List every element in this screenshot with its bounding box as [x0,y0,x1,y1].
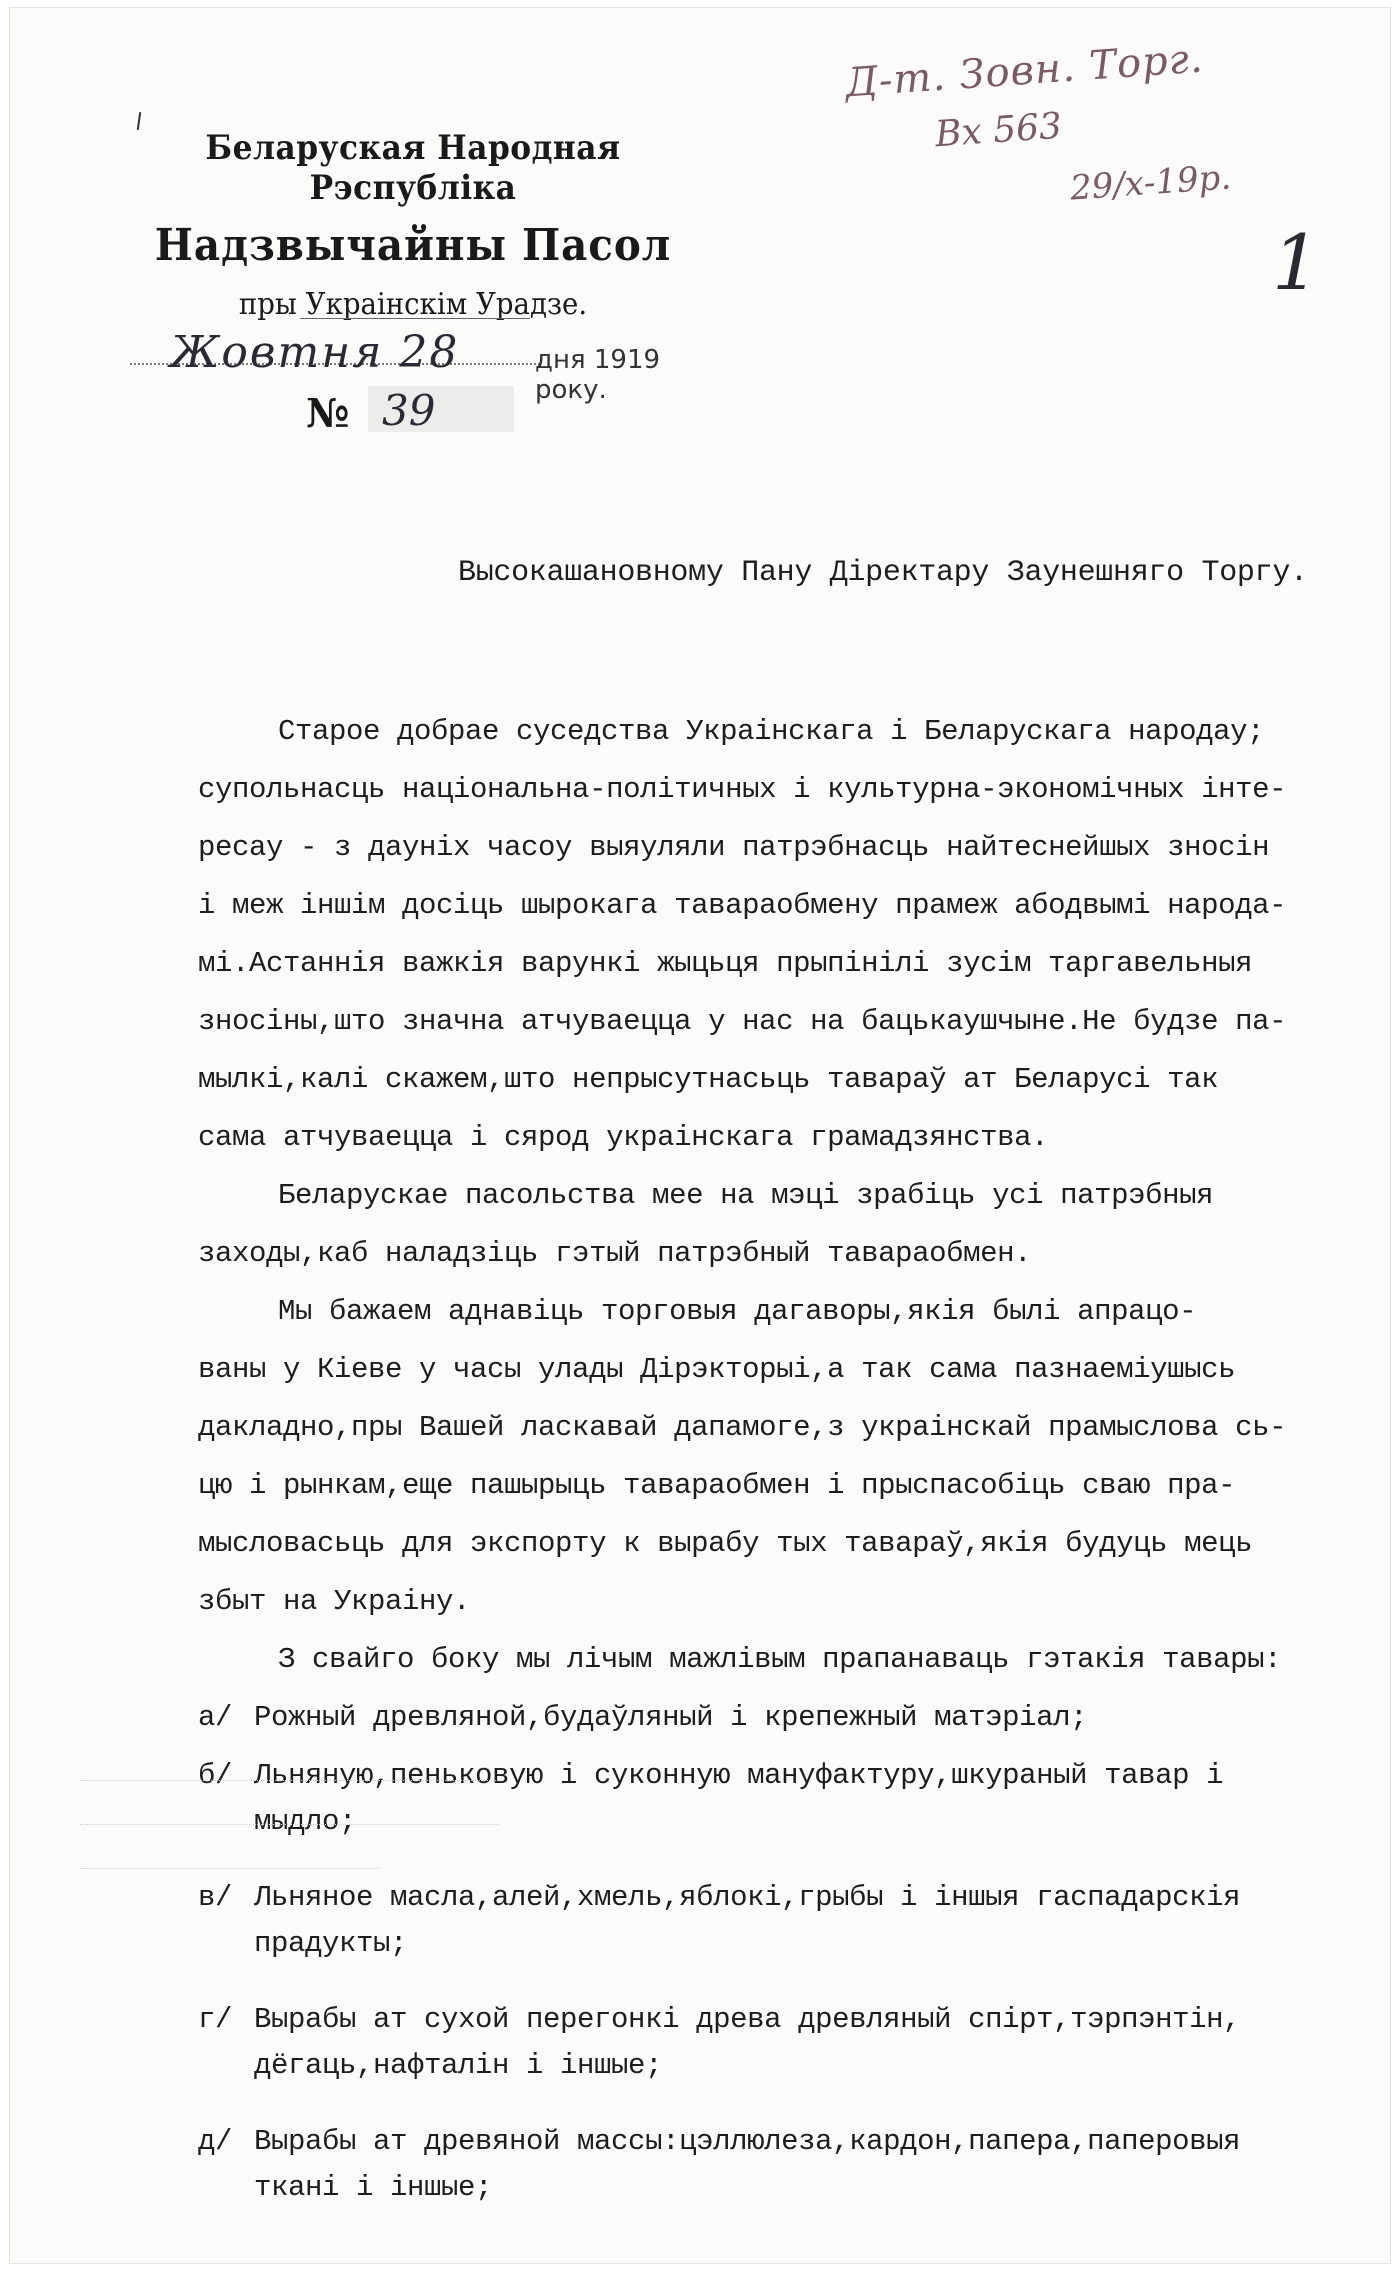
text-line: прадукты; [254,1927,408,1960]
text-line: ткані і іншые; [254,2171,493,2204]
text-line: Старое добрае суседства Украінскага і Беларускага народау; [278,715,1265,748]
letter-body [198,703,1368,2217]
date-handwritten: Жовтня 28 [170,327,460,378]
goods-item-text [254,2113,1368,2217]
goods-item-text [254,1869,1368,1973]
text-line: Льняное масла,алей,хмель,яблокі,грыбы і іншыя гаспадарскія [254,1881,1241,1914]
text-line: заходы,каб наладзіць гэтый патрэбный тавараобмен. [198,1237,1032,1270]
spacer [198,2095,1368,2113]
paragraph-3 [198,1283,1368,1631]
document-number [306,386,436,437]
number-sign: № [306,390,350,437]
annotation-department: Д-т. Зовн. Торг. [843,35,1205,107]
text-line: Рожный древляной,будаўляный і крепежный матэріал; [254,1701,1088,1734]
faint-margin-marks [80,1780,580,1870]
text-line: дёгаць,нафталін і іншые; [254,2049,663,2082]
goods-item-label: в/ [198,1881,233,1914]
leaf-number: 1 [1272,218,1321,307]
goods-item-label: б/ [198,1759,233,1792]
date-line [130,327,700,405]
goods-item-text [254,1991,1368,2095]
document-number-value: 39 [368,386,514,432]
text-line: сама атчуваецца і сярод украінскага грамадзянства. [198,1121,1049,1154]
text-line: дакладно,пры Вашей ласкавай дапамоге,з украінскай прамыслова сь- [198,1411,1287,1444]
paragraph-4: З свайго боку мы лічым мажлівым прапанаваць гэтакія тавары: [278,1643,1282,1676]
text-line: Вырабы ат древяной массы:цэллюлеза,кардон,папера,паперовыя [254,2125,1241,2158]
faint-line [80,1824,500,1825]
addressee-line: Высокашановному Пану Дiректару Заунешняго Торгу. [458,556,1308,590]
annotation-incoming-number: Вх 563 [933,105,1064,156]
letterhead-government: пры Украінскім Урадзе. [238,287,588,322]
text-line: Мы бажаем аднавіць торговыя дагаворы,якія былі апрацо- [278,1295,1197,1328]
goods-item-d [198,2113,1368,2217]
spacer [198,1973,1368,1991]
text-line: Льняную,пеньковую і суконную мануфактуру,шкураный тавар і [254,1759,1224,1792]
text-line: супольнасць національна-політичных і культурна-экономічных інте- [198,773,1287,806]
date-printed: дня 1919 року. [535,345,661,405]
goods-item-text [254,1689,1368,1747]
text-line: цю і рынкам,еще пашырыць тавараобмен і прыспасобіць сваю пра- [198,1469,1236,1502]
faint-line [80,1868,380,1869]
paragraph-1 [198,703,1368,1167]
text-line: мі.Астаннія важкія варункі жыцьця прыпінілі зусім таргавельныя [198,947,1253,980]
text-line: зносіны,што значна атчуваецца у нас на бацькаушчыне.Не будзе па- [198,1005,1287,1038]
text-line: мыдло; [254,1805,357,1838]
text-line: мылкі,калі скажем,што непрысутнасьць тавараў ат Беларусі так [198,1063,1219,1096]
goods-item-v [198,1869,1368,1973]
letterhead-envoy: Надзвычайны Пасол [154,220,672,271]
goods-item-a [198,1689,1368,1747]
goods-list [198,1689,1368,2217]
goods-item-label: г/ [198,2003,233,2036]
text-line: і меж іншім досіць шырокага тавараобмену прамеж абодвымі народа- [198,889,1287,922]
letterhead-republic: Беларуская Народная Рэспубліка [205,128,621,208]
goods-item-g [198,1991,1368,2095]
goods-item-label: д/ [198,2125,233,2158]
faint-line [80,1780,500,1781]
text-line: Вырабы ат сухой перегонкі древа древляный спірт,тэрпэнтін, [254,2003,1241,2036]
text-line: Беларускае пасольства мее на мэці зрабіць усі патрэбныя [278,1179,1214,1212]
text-line: мысловасьць для экспорту к вырабу тых тавараў,якія будуць мець [198,1527,1253,1560]
registry-annotation [843,35,1275,248]
annotation-date: 29/х-19р. [1068,157,1233,209]
letterhead-rule [300,318,530,319]
text-line: збыт на Украіну. [198,1585,471,1618]
text-line: ваны у Кіеве у часы улады Дірэкторыі,а так сама пазнаеміушысь [198,1353,1236,1386]
text-line: ресау - з дауніх часоу выяуляли патрэбнасць найтеснейшых зносін [198,831,1270,864]
document-page [10,8,1390,2263]
goods-item-label: а/ [198,1701,233,1734]
paragraph-2 [198,1167,1368,1283]
letterhead [128,128,698,322]
